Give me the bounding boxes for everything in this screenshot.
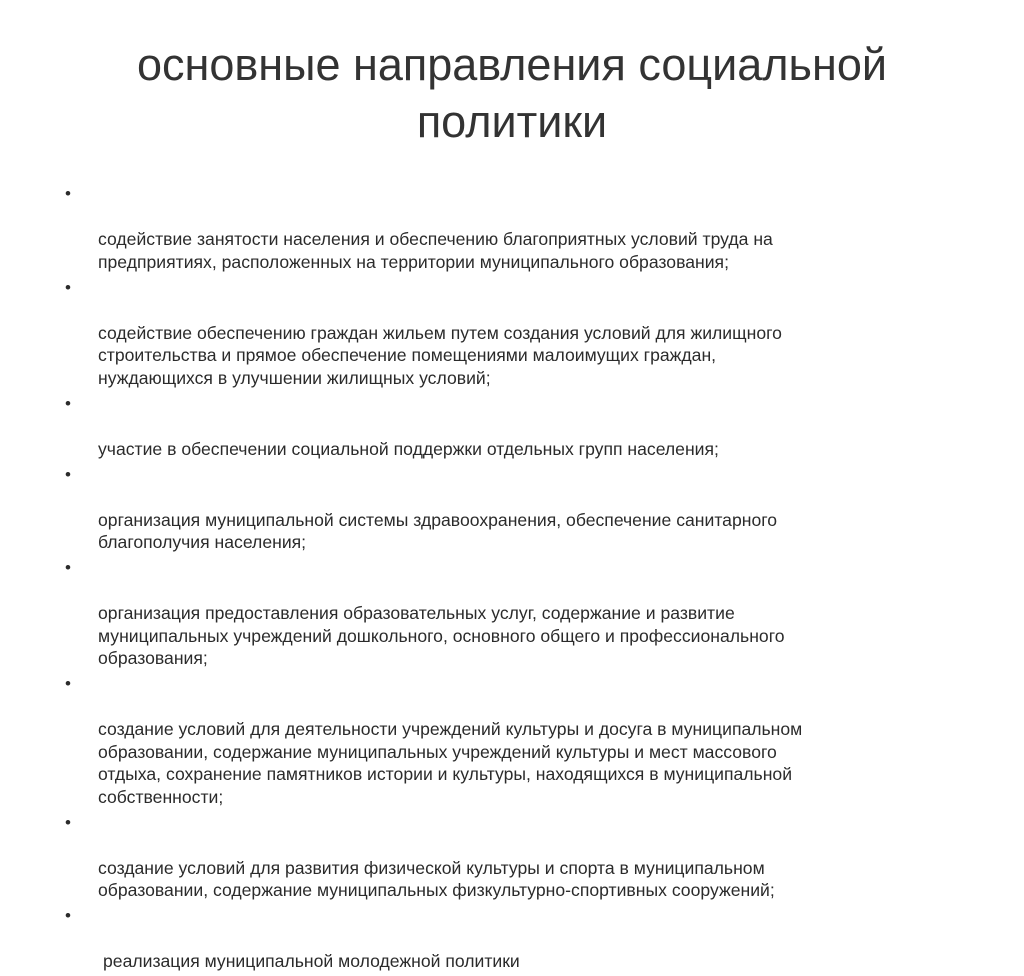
bullet-icon: • <box>65 906 71 925</box>
list-item-text: создание условий для развития физической культуры и спорта в муниципальном образовании, содержание муниципальных физкультурно-спортивных сооружений; <box>98 857 775 900</box>
list-item-text: организация муниципальной системы здравоохранения, обеспечение санитарного благополучия населения; <box>98 509 778 552</box>
slide-title: основные направления социальной политики <box>136 39 888 147</box>
list-item <box>62 277 962 390</box>
list-item <box>62 812 962 902</box>
list-item <box>62 183 962 273</box>
list-item-text: содействие обеспечению граждан жильем путем создания условий для жилищного строительства и прямое обеспечение помещениями малоимущих граждан, нуждающихся в улучшении жилищных условий; <box>98 322 782 388</box>
bullet-icon: • <box>65 812 71 832</box>
list-item-text: реализация муниципальной молодежной политики <box>103 951 520 971</box>
list-item-text: организация предоставления образовательных услуг, содержание и развитие муниципальных учреждений дошкольного, основного общего и профессионального образования; <box>98 603 785 668</box>
bullet-icon: • <box>65 393 71 413</box>
list-item-text: участие в обеспечении социальной поддержки отдельных групп населения; <box>98 438 719 459</box>
list-item <box>62 393 962 461</box>
list-item-text: создание условий для деятельности учреждений культуры и досуга в муниципальном образовании, содержание муниципальных учреждений культуры и мест массового отдыха, сохранение памятников истории и культуры, находящихся в муниципальной собственности; <box>98 719 803 807</box>
bullet-icon: • <box>65 277 71 297</box>
bullet-icon: • <box>65 674 71 693</box>
list-item <box>62 905 962 973</box>
bullet-list <box>62 183 962 976</box>
bullet-icon: • <box>65 464 71 484</box>
list-item-text: содействие занятости населения и обеспечению благоприятных условий труда на предприятиях, расположенных на территории муниципального образования; <box>98 229 773 272</box>
list-item <box>62 673 962 808</box>
list-item <box>62 557 962 670</box>
list-item <box>62 464 962 554</box>
bullet-icon: • <box>65 558 71 577</box>
bullet-icon: • <box>65 184 71 203</box>
